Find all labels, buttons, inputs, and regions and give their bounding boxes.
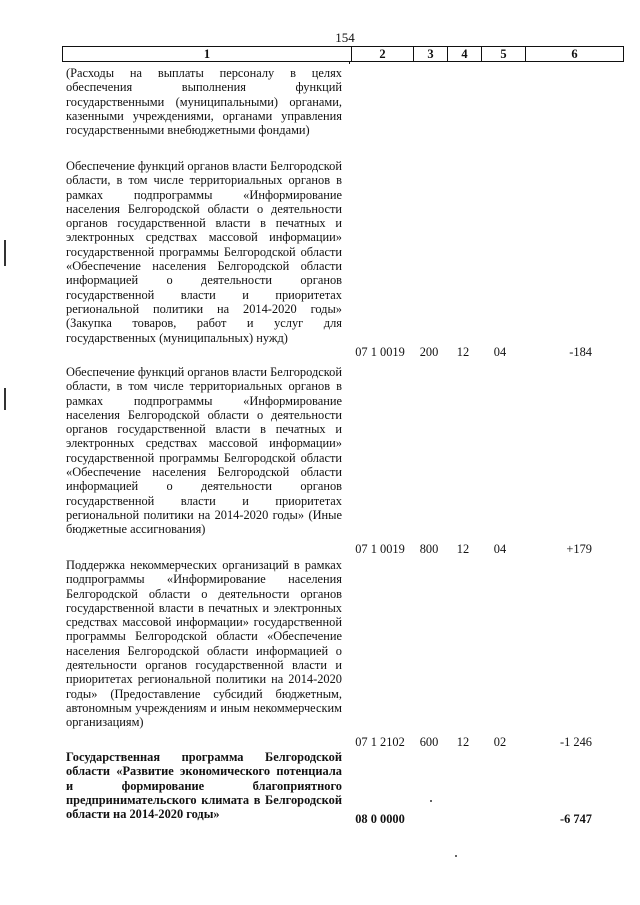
row-description: Обеспечение функций органов власти Белгородской области, в том числе территориальных органов в рамках подпрограммы «Информирование населения Белгородской области о деятельности органов государственной власти в печатных и электронных средствах массовой информации» государственной программы Белгородской области «Обеспечение населения Белгородской области информацией о деятельности органов государственной власти и приоритетах региональной политики на 2014-2020 годы» (Иные бюджетные ассигнования) (66, 365, 342, 537)
header-col-4: 4 (447, 47, 481, 61)
table-row (0, 365, 640, 561)
row-description: (Расходы на выплаты персоналу в целях обеспечения выполнения функций государственными (муниципальными) органами, казенными учреждениями, органами управления государственными внебюджетными фондами) (66, 66, 342, 138)
row-col-3: 200 (419, 345, 439, 359)
header-col-1: 1 (203, 47, 211, 61)
table-body (0, 64, 640, 826)
row-col-5: 04 (493, 345, 507, 359)
table-row (0, 64, 640, 159)
row-col-4: 12 (456, 735, 470, 749)
row-amount: -1 246 (559, 735, 592, 749)
header-col-2: 2 (351, 47, 413, 61)
scan-speck (455, 855, 457, 857)
table-row (0, 558, 640, 750)
row-code: 07 1 0019 (355, 345, 405, 359)
header-col-5: 5 (481, 47, 525, 61)
row-code: 07 1 2102 (355, 735, 405, 749)
row-col-3: 800 (419, 542, 439, 556)
row-amount: -184 (569, 345, 592, 359)
table-header (62, 46, 624, 62)
row-description: Государственная программа Белгородской области «Развитие экономического потенциала и формирование благоприятного предпринимательского климата в Белгородской области на 2014-2020 годы» (66, 750, 342, 822)
row-col-3: 600 (419, 735, 439, 749)
scan-speck (430, 800, 432, 802)
row-description: Обеспечение функций органов власти Белгородской области, в том числе территориальных органов в рамках подпрограммы «Информирование населения Белгородской области о деятельности органов государственной власти в печатных и электронных средствах массовой информации» государственной программы Белгородской области «Обеспечение населения Белгородской области информацией о деятельности органов государственной власти и приоритетах региональной политики на 2014-2020 годы» (Закупка товаров, работ и услуг для государственных (муниципальных) нужд) (66, 159, 342, 345)
row-amount: -6 747 (559, 812, 592, 826)
row-col-5: 04 (493, 542, 507, 556)
row-col-4: 12 (456, 345, 470, 359)
table-row (0, 159, 640, 365)
row-code: 08 0 0000 (355, 812, 405, 826)
row-amount: +179 (566, 542, 592, 556)
header-col-6: 6 (525, 47, 623, 61)
row-description: Поддержка некоммерческих организаций в рамках подпрограммы «Информирование населения Белгородской области о деятельности органов государственной власти в печатных и электронных средствах массовой информации» государственной программы Белгородской области «Обеспечение населения Белгородской области информацией о деятельности органов государственной власти и приоритетах региональной политики на 2014-2020 годы» (Предоставление субсидий бюджетным, автономным учреждениям и иным некоммерческим организациям) (66, 558, 342, 730)
page-number: 154 (335, 30, 355, 45)
table-row (0, 750, 640, 830)
header-col-3: 3 (413, 47, 447, 61)
row-col-5: 02 (493, 735, 507, 749)
row-code: 07 1 0019 (355, 542, 405, 556)
row-col-4: 12 (456, 542, 470, 556)
